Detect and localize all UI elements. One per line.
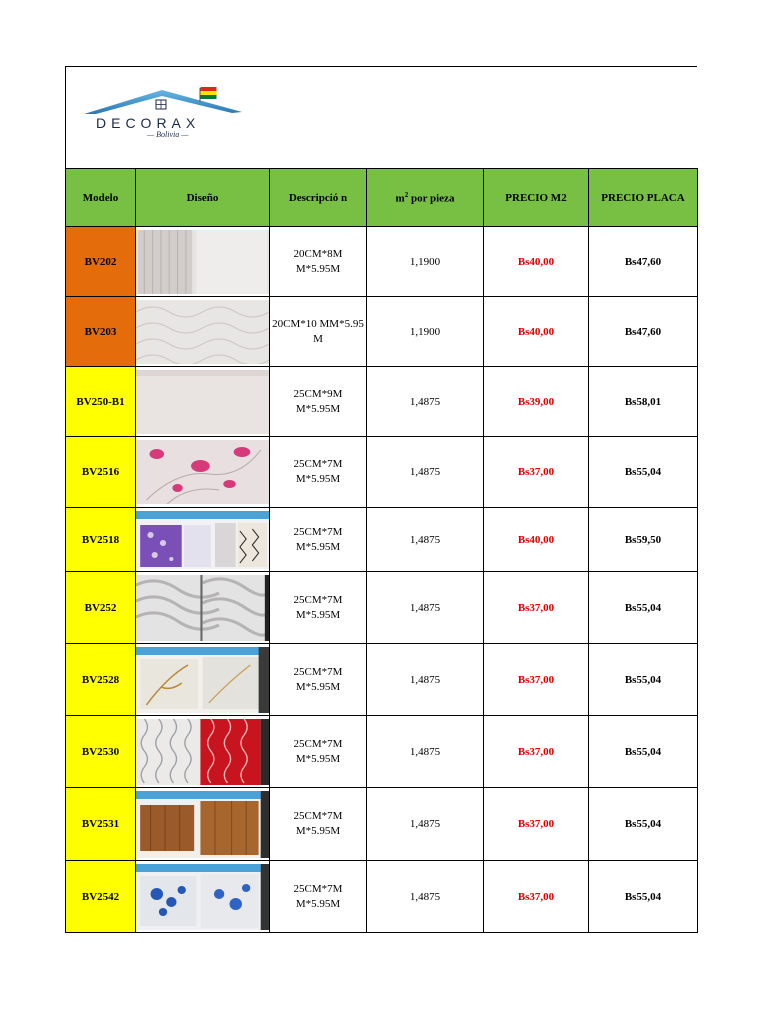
design-swatch <box>136 508 270 572</box>
design-swatch <box>136 644 270 716</box>
description-cell: 25CM*7M M*5.95M <box>270 716 367 788</box>
price-plate-cell: Bs55,04 <box>589 572 698 644</box>
design-swatch <box>136 437 270 508</box>
model-cell: BV203 <box>66 297 136 367</box>
price-plate-cell: Bs55,04 <box>589 788 698 861</box>
m2-cell: 1,1900 <box>367 297 484 367</box>
model-cell: BV2528 <box>66 644 136 716</box>
m2-cell: 1,4875 <box>367 508 484 572</box>
price-m2-cell: Bs37,00 <box>484 644 589 716</box>
table-row <box>66 227 698 297</box>
design-swatch <box>136 861 270 933</box>
table-row <box>66 437 698 508</box>
price-m2-cell: Bs37,00 <box>484 788 589 861</box>
description-cell: 25CM*9M M*5.95M <box>270 367 367 437</box>
panel-swatch-golden-branches <box>136 647 269 713</box>
m2-cell: 1,4875 <box>367 367 484 437</box>
table-header-row <box>66 169 698 227</box>
price-table <box>65 168 698 933</box>
m2-cell: 1,4875 <box>367 437 484 508</box>
model-cell: BV2516 <box>66 437 136 508</box>
table-row <box>66 644 698 716</box>
design-swatch <box>136 227 270 297</box>
bolivia-flag-icon <box>200 87 217 102</box>
header-price-plate: PRECIO PLACA <box>589 169 698 227</box>
logo-wordmark: DECORAX <box>96 115 201 131</box>
m2-cell: 1,4875 <box>367 788 484 861</box>
panel-swatch-vertical-panels <box>136 230 269 294</box>
price-plate-cell: Bs55,04 <box>589 644 698 716</box>
header-model: Modelo <box>66 169 136 227</box>
table-row <box>66 788 698 861</box>
description-cell: 25CM*7M M*5.95M <box>270 861 367 933</box>
design-swatch <box>136 367 270 437</box>
price-m2-cell: Bs39,00 <box>484 367 589 437</box>
design-swatch <box>136 788 270 861</box>
table-row <box>66 297 698 367</box>
header-design: Diseño <box>136 169 270 227</box>
price-plate-cell: Bs47,60 <box>589 297 698 367</box>
m2-cell: 1,4875 <box>367 861 484 933</box>
price-plate-cell: Bs47,60 <box>589 227 698 297</box>
panel-swatch-diamond-waves <box>136 300 269 364</box>
price-m2-cell: Bs37,00 <box>484 861 589 933</box>
model-cell: BV2542 <box>66 861 136 933</box>
description-cell: 25CM*7M M*5.95M <box>270 644 367 716</box>
panel-swatch-purple-flowers <box>136 511 269 569</box>
model-cell: BV250-B1 <box>66 367 136 437</box>
table-row <box>66 572 698 644</box>
description-cell: 25CM*7M M*5.95M <box>270 788 367 861</box>
price-plate-cell: Bs58,01 <box>589 367 698 437</box>
description-cell: 20CM*10 MM*5.95 M <box>270 297 367 367</box>
m2-cell: 1,4875 <box>367 572 484 644</box>
table-row <box>66 508 698 572</box>
price-plate-cell: Bs55,04 <box>589 716 698 788</box>
price-plate-cell: Bs55,04 <box>589 861 698 933</box>
price-m2-cell: Bs37,00 <box>484 572 589 644</box>
price-m2-cell: Bs40,00 <box>484 227 589 297</box>
header-price-m2: PRECIO M2 <box>484 169 589 227</box>
panel-swatch-red-waves <box>136 719 269 785</box>
header-description: Descripció n <box>270 169 367 227</box>
model-cell: BV2530 <box>66 716 136 788</box>
panel-swatch-plain <box>136 370 269 434</box>
m2-cell: 1,4875 <box>367 644 484 716</box>
price-m2-cell: Bs37,00 <box>484 716 589 788</box>
price-m2-cell: Bs37,00 <box>484 437 589 508</box>
description-cell: 25CM*7M M*5.95M <box>270 437 367 508</box>
design-swatch <box>136 297 270 367</box>
model-cell: BV252 <box>66 572 136 644</box>
panel-swatch-pink-floral <box>136 440 269 504</box>
price-plate-cell: Bs59,50 <box>589 508 698 572</box>
panel-swatch-blue-floral <box>136 864 269 930</box>
price-plate-cell: Bs55,04 <box>589 437 698 508</box>
description-cell: 20CM*8M M*5.95M <box>270 227 367 297</box>
table-row <box>66 861 698 933</box>
model-cell: BV2531 <box>66 788 136 861</box>
price-m2-cell: Bs40,00 <box>484 297 589 367</box>
m2-cell: 1,4875 <box>367 716 484 788</box>
logo-tagline: — Bolivia — <box>147 130 189 139</box>
header-m2-per-piece: $m^2$ por pieza <box>367 169 484 227</box>
price-m2-cell: Bs40,00 <box>484 508 589 572</box>
table-row <box>66 716 698 788</box>
design-swatch <box>136 716 270 788</box>
description-cell: 25CM*7M M*5.95M <box>270 508 367 572</box>
model-cell: BV2518 <box>66 508 136 572</box>
model-cell: BV202 <box>66 227 136 297</box>
description-cell: 25CM*7M M*5.95M <box>270 572 367 644</box>
panel-swatch-wood-grain <box>136 791 269 858</box>
design-swatch <box>136 572 270 644</box>
m2-cell: 1,1900 <box>367 227 484 297</box>
table-row <box>66 367 698 437</box>
panel-swatch-grey-waves <box>136 575 269 641</box>
